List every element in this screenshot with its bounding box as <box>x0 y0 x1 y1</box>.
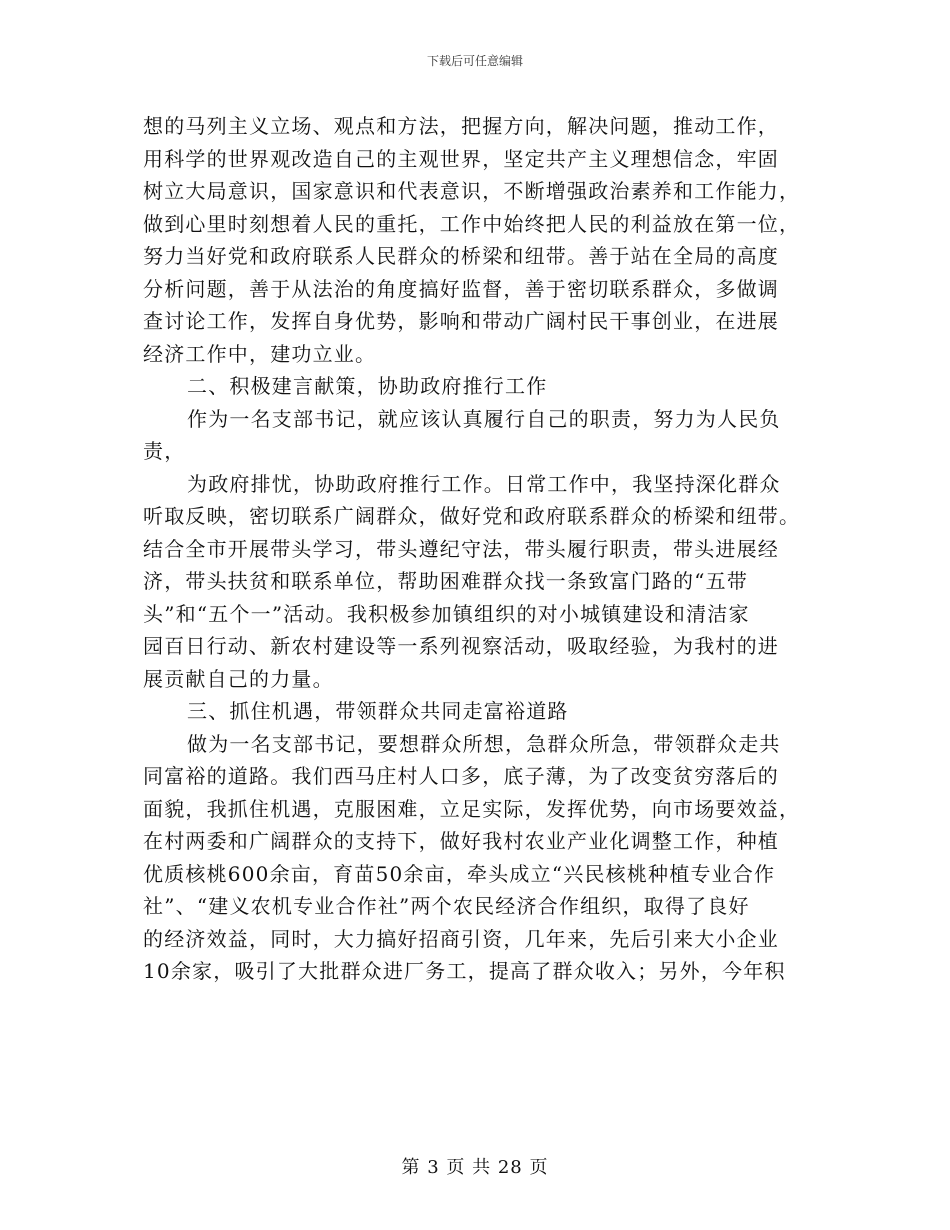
text-line: 三、抓住机遇，带领群众共同走富裕道路 <box>187 699 569 723</box>
text-line: 面貌，我抓住机遇，克服困难，立足实际，发挥优势，向市场要效益， <box>143 796 801 821</box>
text-line: 做为一名支部书记，要想群众所想，急群众所急，带领群众走共 <box>187 731 781 756</box>
text-line: 查讨论工作，发挥自身优势，影响和带动广阔村民干事创业，在进展 <box>143 309 779 333</box>
text-line: 同富裕的道路。我们西马庄村人口多，底子薄，为了改变贫穷落后的 <box>143 764 779 788</box>
text-line: 用科学的世界观改造自己的主观世界，坚定共产主义理想信念，牢固 <box>143 146 779 171</box>
text-line: 作为一名支部书记，就应该认真履行自己的职责，努力为人民负 <box>187 406 781 431</box>
text-line: 园百日行动、新农村建设等一系列视察活动，吸取经验，为我村的进 <box>143 634 779 658</box>
text-line: 为政府排忧，协助政府推行工作。日常工作中，我坚持深化群众 <box>187 471 781 496</box>
page-number-footer: 第 3 页 共 28 页 <box>401 1157 549 1178</box>
text-line: 努力当好党和政府联系人民群众的桥梁和纽带。善于站在全局的高度 <box>143 244 779 268</box>
document-body <box>143 110 808 988</box>
text-line: 济，带头扶贫和联系单位，帮助困难群众找一条致富门路的“五带 <box>143 569 749 593</box>
text-line: 的经济效益，同时，大力搞好招商引资，几年来，先后引来大小企业 <box>143 926 779 951</box>
text-line: 头”和“五个一”活动。我积极参加镇组织的对小城镇建设和清洁家 <box>143 601 750 626</box>
text-line: 展贡献自己的力量。 <box>143 666 334 691</box>
text-line: 想的马列主义立场、观点和方法，把握方向，解决问题，推动工作， <box>143 114 779 138</box>
text-line: 责， <box>143 439 186 463</box>
text-line: 听取反映，密切联系广阔群众，做好党和政府联系群众的桥梁和纽带。 <box>143 504 801 528</box>
text-line: 结合全市开展带头学习，带头遵纪守法，带头履行职责，带头进展经 <box>143 536 779 561</box>
text-line: 分析问题，善于从法治的角度搞好监督，善于密切联系群众，多做调 <box>143 276 779 301</box>
text-line: 在村两委和广阔群众的支持下，做好我村农业产业化调整工作，种植 <box>143 829 779 853</box>
text-line: 优质核桃600余亩，育苗50余亩，牵头成立“兴民核桃种植专业合作 <box>143 861 776 886</box>
text-line: 10余家，吸引了大批群众进厂务工，提高了群众收入；另外，今年积 <box>143 959 786 983</box>
text-line: 经济工作中，建功立业。 <box>143 341 377 366</box>
text-line: 二、积极建言献策，协助政府推行工作 <box>187 374 548 398</box>
text-line: 树立大局意识，国家意识和代表意识，不断增强政治素养和工作能力， <box>143 179 801 203</box>
text-line: 做到心里时刻想着人民的重托，工作中始终把人民的利益放在第一位， <box>143 211 801 236</box>
text-line: 社”、“建义农机专业合作社”两个农民经济合作组织，取得了良好 <box>143 894 750 918</box>
page-header: 下载后可任意编辑 <box>426 54 523 68</box>
